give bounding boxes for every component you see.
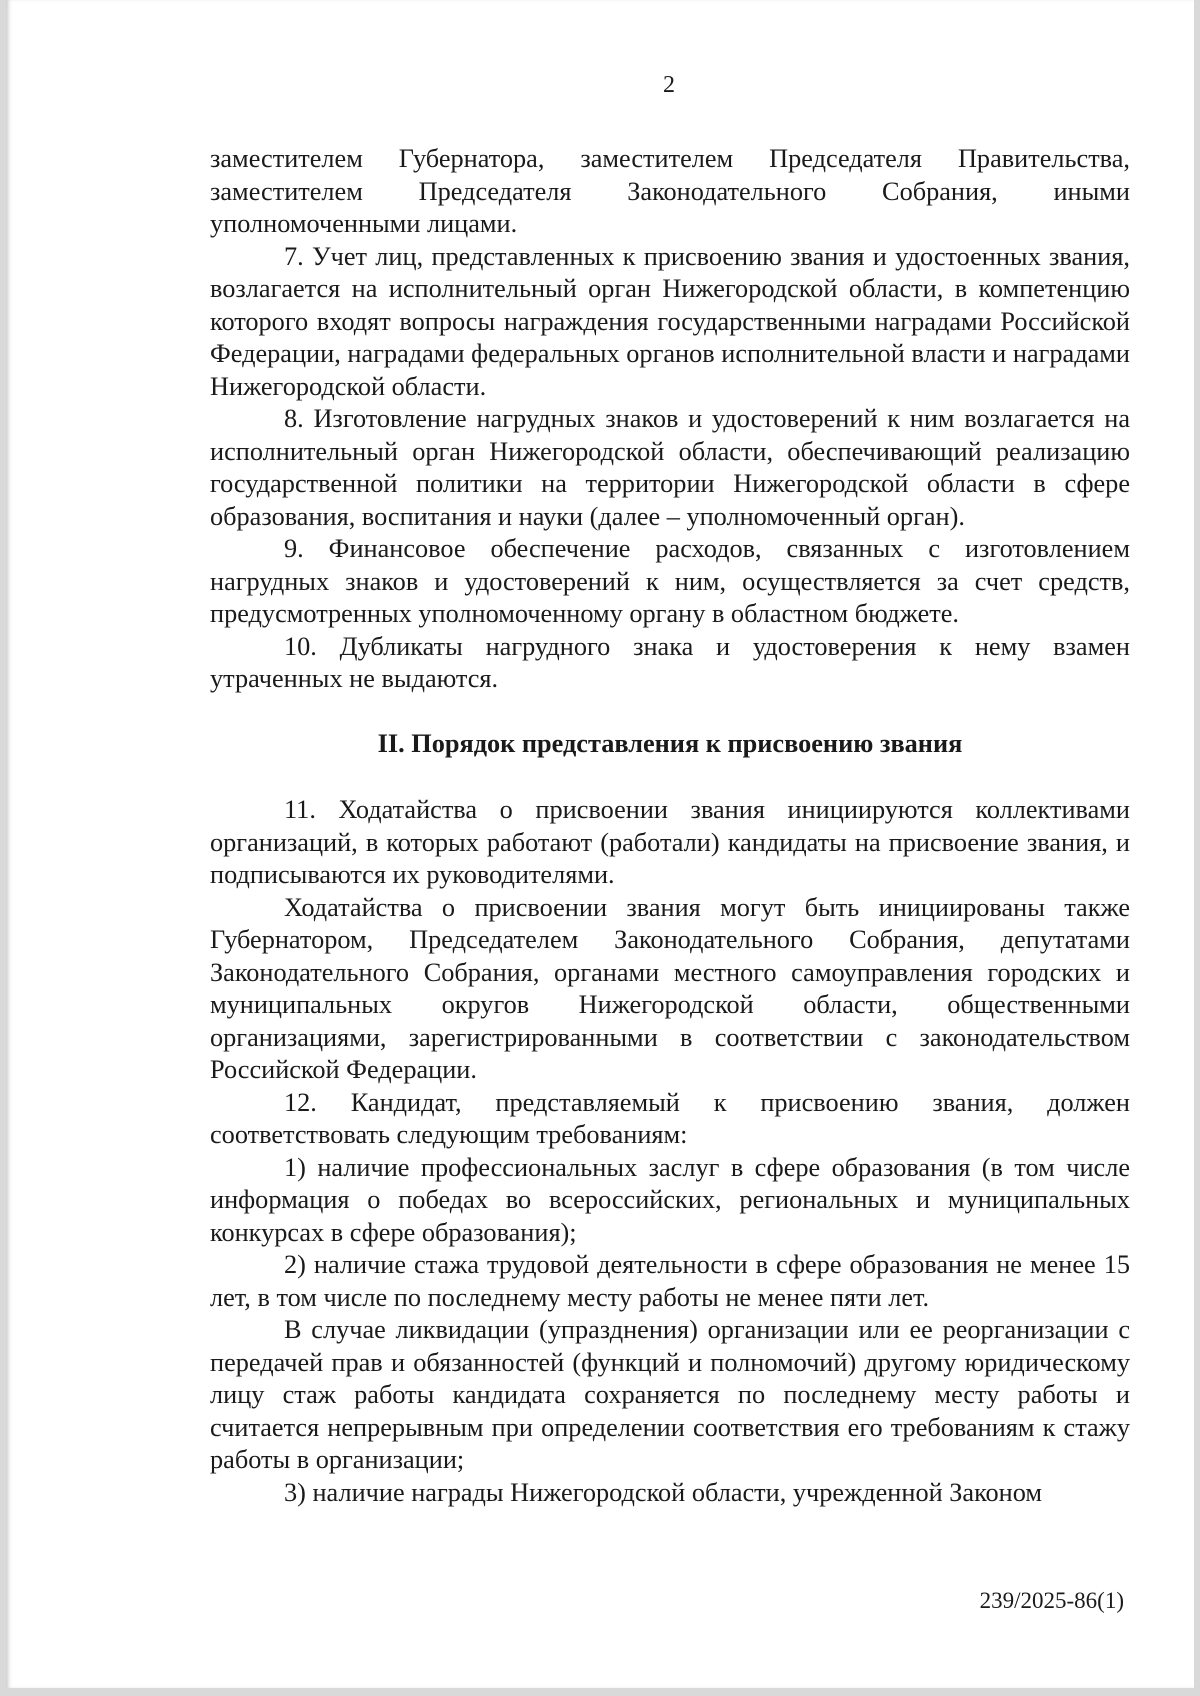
paragraph-item-12: 12. Кандидат, представляемый к присвоению звания, должен соответствовать следующим требованиям: xyxy=(210,1087,1130,1149)
paragraph: В случае ликвидации (упразднения) организации или ее реорганизации с передачей прав и обязанностей (функций и полномочий) другому юридическому лицу стаж работы кандидата сохраняется по последнему месту работы и считается непрерывным при определении соответствия его требованиям к стажу работы в организации; xyxy=(210,1315,1130,1474)
requirement-item-2: 2) наличие стажа трудовой деятельности в сфере образования не менее 15 лет, в том числе по последнему месту работы не менее пяти лет. xyxy=(210,1250,1130,1312)
section-heading: II. Порядок представления к присвоению звания xyxy=(377,728,963,758)
paragraph-item-9: 9. Финансовое обеспечение расходов, связанных с изготовлением нагрудных знаков и удостоверений к ним, осуществляется за счет средств, предусмотренных уполномоченному органу в областном бюджете. xyxy=(210,534,1130,628)
paragraph-item-7: 7. Учет лиц, представленных к присвоению звания и удостоенных звания, возлагается на исполнительный орган Нижегородской области, в компетенцию которого входят вопросы награждения государственными наградами Российской Федерации, наградами федеральных органов исполнительной власти и наградами Нижегородской области. xyxy=(210,241,1130,401)
requirement-item-1: 1) наличие профессиональных заслуг в сфере образования (в том числе информация о победах во всероссийских, региональных и муниципальных конкурсах в сфере образования); xyxy=(210,1152,1130,1247)
paragraph-item-11: 11. Ходатайства о присвоении звания инициируются коллективами организаций, в которых работают (работали) кандидаты на присвоение звания, и подписываются их руководителями. xyxy=(210,795,1130,889)
paragraph-item-8: 8. Изготовление нагрудных знаков и удостоверений к ним возлагается на исполнительный орган Нижегородской области, обеспечивающий реализацию государственной политики на территории Нижегородской области в сфере образования, воспитания и науки (далее – уполномоченный орган). xyxy=(210,404,1130,531)
document-body xyxy=(210,143,1130,1509)
requirement-item-3: 3) наличие награды Нижегородской области, учрежденной Законом xyxy=(284,1477,1043,1507)
paragraph-item-10: 10. Дубликаты нагрудного знака и удостоверения к нему взамен утраченных не выдаются. xyxy=(210,631,1130,693)
paragraph: Ходатайства о присвоении звания могут быть инициированы также Губернатором, Председателем Законодательного Собрания, депутатами Законодательного Собрания, органами местного самоуправления городских и муниципальных округов Нижегородской области, общественными организациями, зарегистрированными в соответствии с законодательством Российской Федерации. xyxy=(210,892,1130,1084)
document-code: 239/2025-86(1) xyxy=(979,1588,1124,1613)
paragraph: заместителем Губернатора, заместителем Председателя Правительства, заместителем Председателя Законодательного Собрания, иными уполномоченными лицами. xyxy=(210,144,1130,238)
page-number: 2 xyxy=(663,72,675,98)
document-page xyxy=(6,0,1194,1688)
